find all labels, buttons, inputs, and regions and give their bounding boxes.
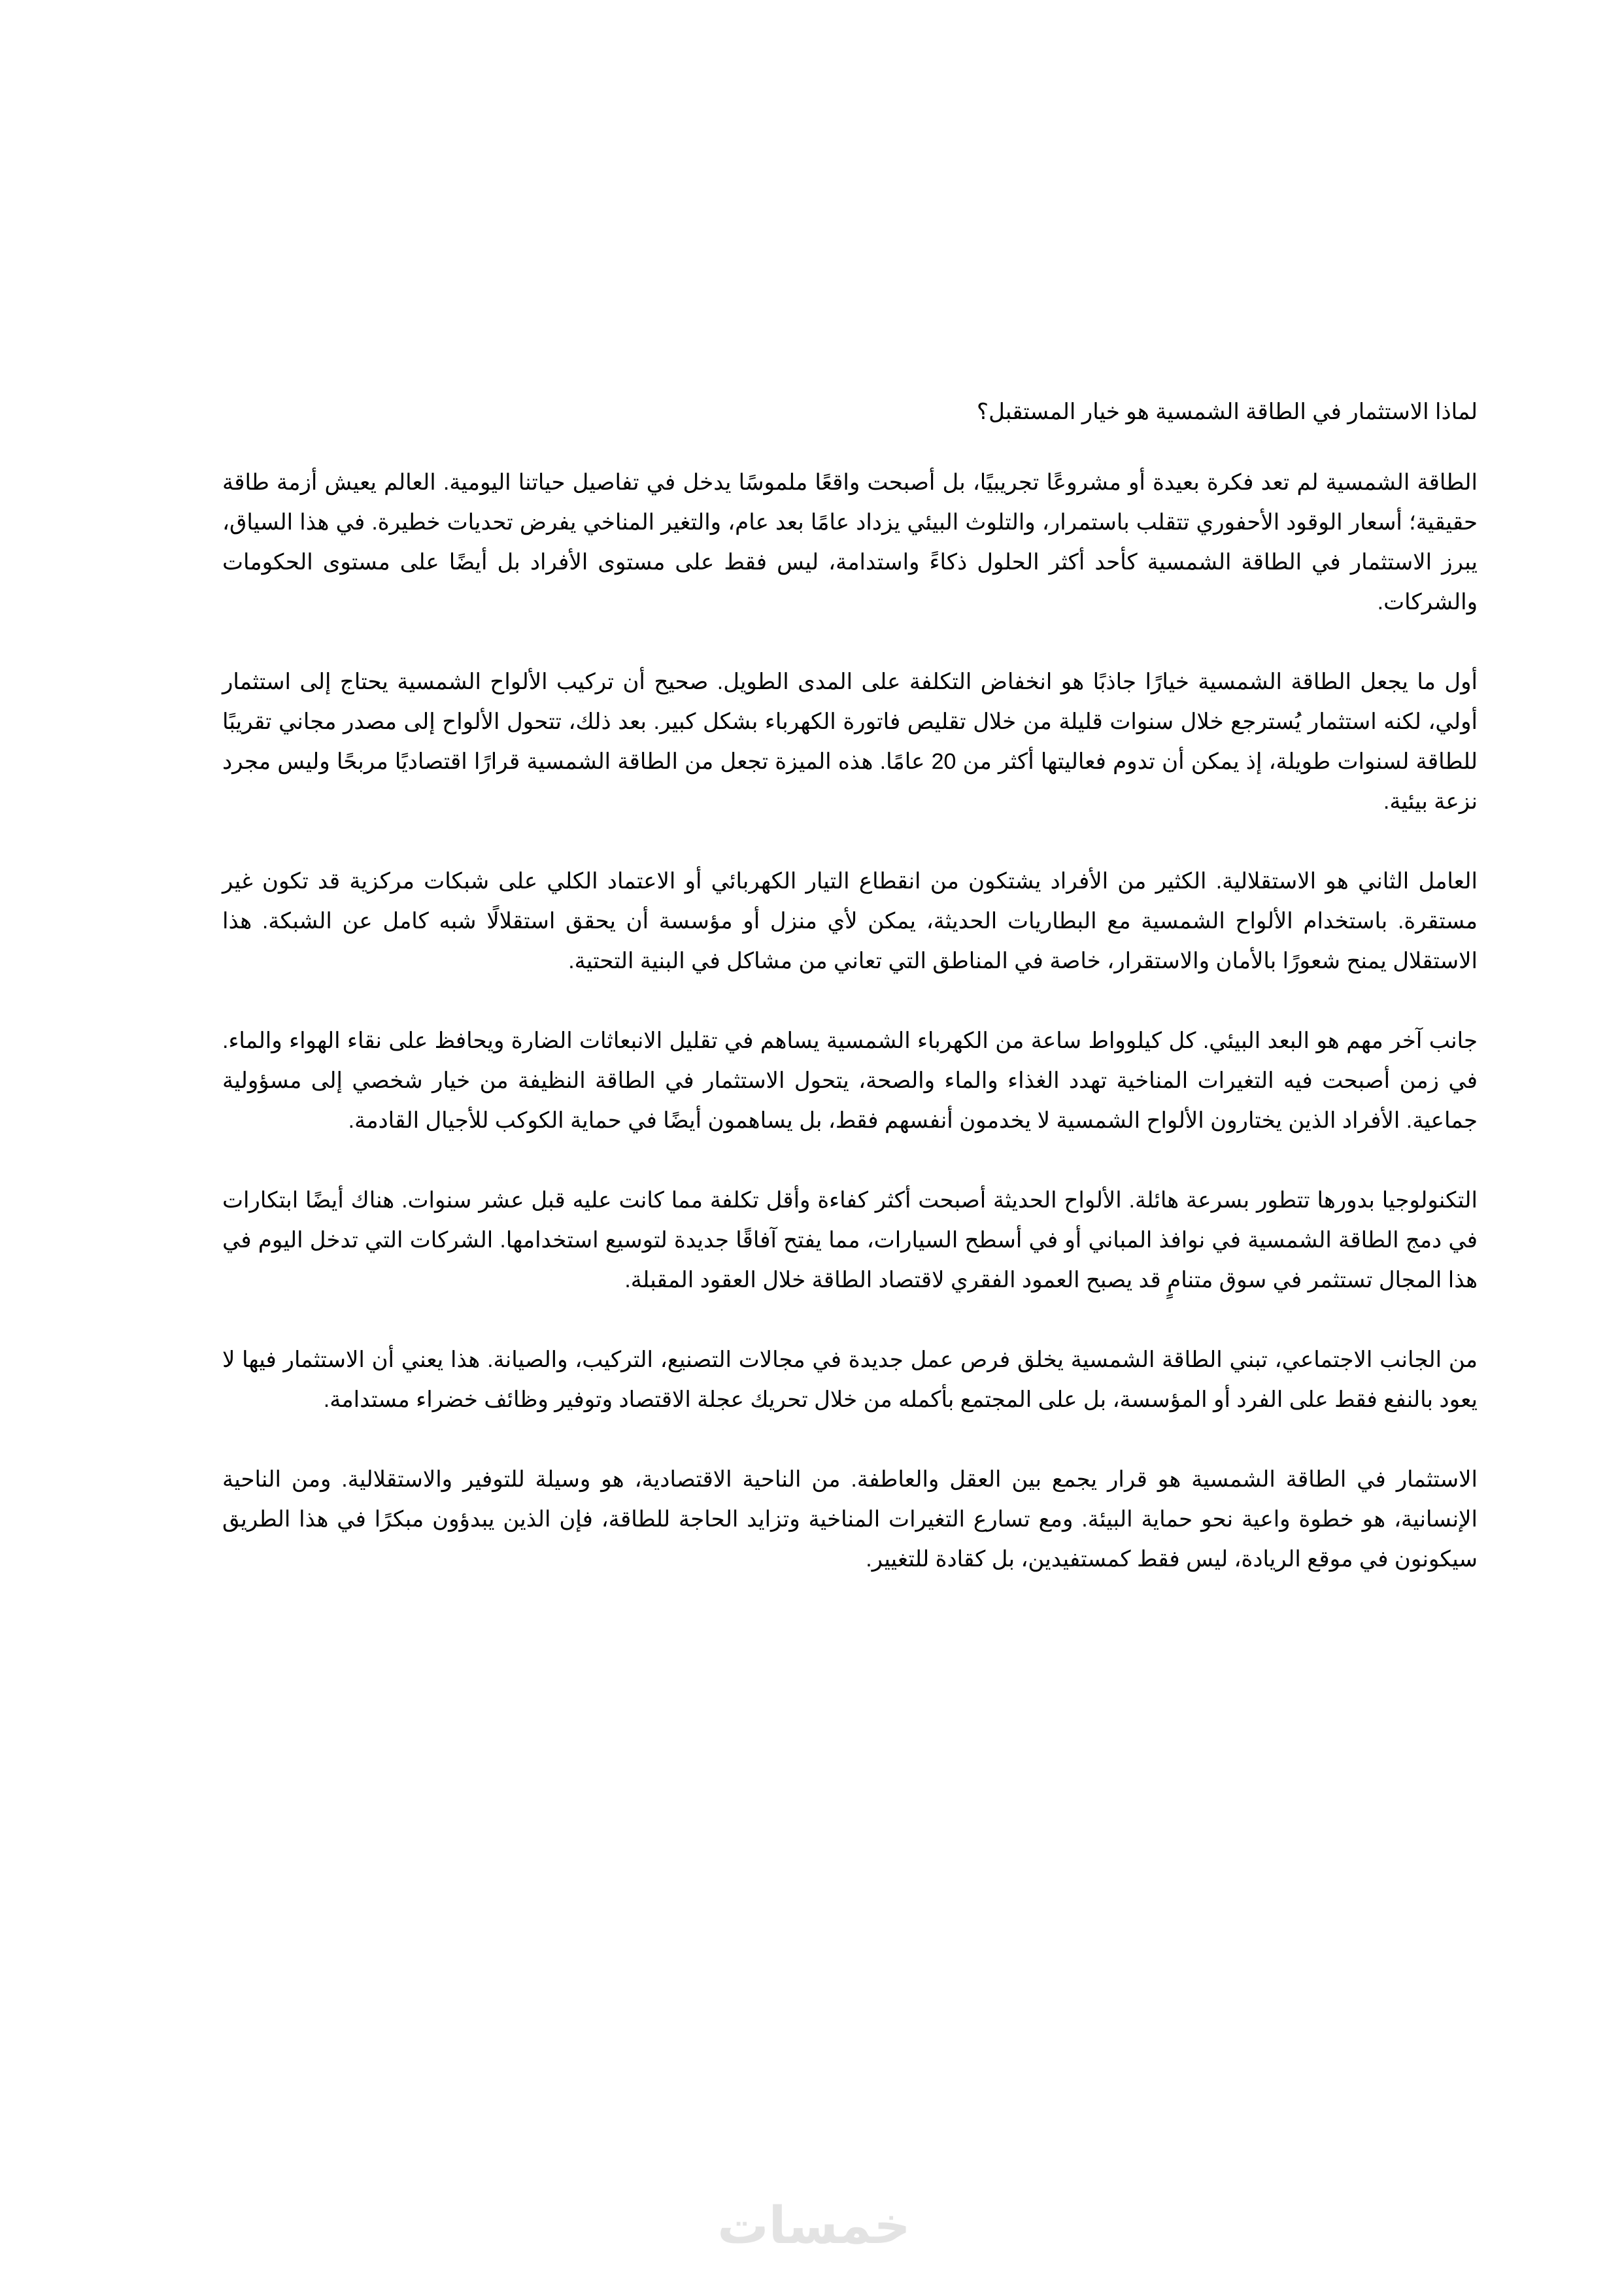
paragraph-4: جانب آخر مهم هو البعد البيئي. كل كيلوواط ساعة من الكهرباء الشمسية يساهم في تقليل الانبعاثات الضارة ويحافظ على نقاء الهواء والماء. في زمن أصبحت فيه التغيرات المناخية تهدد الغذاء والماء والصحة، يتحول الاستثمار في الطاقة النظيفة من خيار شخصي إلى مسؤولية جماعية. الأفراد الذين يختارون الألواح الشمسية لا يخدمون أنفسهم فقط، بل يساهمون أيضًا في حماية الكوكب للأجيال القادمة. bbox=[222, 1028, 1478, 1133]
paragraph-1: الطاقة الشمسية لم تعد فكرة بعيدة أو مشروعًا تجريبيًا، بل أصبحت واقعًا ملموسًا يدخل في تفاصيل حياتنا اليومية. العالم يعيش أزمة طاقة حقيقية؛ أسعار الوقود الأحفوري تتقلب باستمرار، والتلوث البيئي يزداد عامًا بعد عام، والتغير المناخي يفرض تحديات خطيرة. في هذا السياق، يبرز الاستثمار في الطاقة الشمسية كأحد أكثر الحلول ذكاءً واستدامة، ليس فقط على مستوى الأفراد بل أيضًا على مستوى الحكومات والشركات. bbox=[222, 470, 1478, 615]
paragraph-3: العامل الثاني هو الاستقلالية. الكثير من الأفراد يشتكون من انقطاع التيار الكهربائي أو الاعتماد الكلي على شبكات مركزية قد تكون غير مستقرة. باستخدام الألواح الشمسية مع البطاريات الحديثة، يمكن لأي منزل أو مؤسسة أن يحقق استقلالًا شبه كامل عن الشبكة. هذا الاستقلال يمنح شعورًا بالأمان والاستقرار، خاصة في المناطق التي تعاني من مشاكل في البنية التحتية. bbox=[222, 869, 1478, 973]
document-title: لماذا الاستثمار في الطاقة الشمسية هو خيار المستقبل؟ bbox=[977, 399, 1478, 424]
paragraph-5: التكنولوجيا بدورها تتطور بسرعة هائلة. الألواح الحديثة أصبحت أكثر كفاءة وأقل تكلفة مما كانت عليه قبل عشر سنوات. هناك أيضًا ابتكارات في دمج الطاقة الشمسية في نوافذ المباني أو في أسطح السيارات، مما يفتح آفاقًا جديدة لتوسيع استخدامها. الشركات التي تدخل اليوم في هذا المجال تستثمر في سوق متنامٍ قد يصبح العمود الفقري لاقتصاد الطاقة خلال العقود المقبلة. bbox=[222, 1188, 1478, 1292]
paragraph-7: الاستثمار في الطاقة الشمسية هو قرار يجمع بين العقل والعاطفة. من الناحية الاقتصادية، هو وسيلة للتوفير والاستقلالية. ومن الناحية الإنسانية، هو خطوة واعية نحو حماية البيئة. ومع تسارع التغيرات المناخية وتزايد الحاجة للطاقة، فإن الذين يبدؤون مبكرًا في هذا الطريق سيكونون في موقع الريادة، ليس فقط كمستفيدين، بل كقادة للتغيير. bbox=[222, 1467, 1478, 1572]
document-body bbox=[222, 392, 1478, 1619]
watermark-logo: خمسات bbox=[717, 2197, 911, 2255]
paragraph-2: أول ما يجعل الطاقة الشمسية خيارًا جاذبًا هو انخفاض التكلفة على المدى الطويل. صحيح أن تركيب الألواح الشمسية يحتاج إلى استثمار أولي، لكنه استثمار يُسترجع خلال سنوات قليلة من خلال تقليص فاتورة الكهرباء بشكل كبير. بعد ذلك، تتحول الألواح إلى مصدر مجاني تقريبًا للطاقة لسنوات طويلة، إذ يمكن أن تدوم فعاليتها أكثر من 20 عامًا. هذه الميزة تجعل من الطاقة الشمسية قرارًا اقتصاديًا مربحًا وليس مجرد نزعة بيئية. bbox=[222, 669, 1478, 814]
paragraph-6: من الجانب الاجتماعي، تبني الطاقة الشمسية يخلق فرص عمل جديدة في مجالات التصنيع، التركيب، والصيانة. هذا يعني أن الاستثمار فيها لا يعود بالنفع فقط على الفرد أو المؤسسة، بل على المجتمع بأكمله من خلال تحريك عجلة الاقتصاد وتوفير وظائف خضراء مستدامة. bbox=[222, 1347, 1478, 1412]
